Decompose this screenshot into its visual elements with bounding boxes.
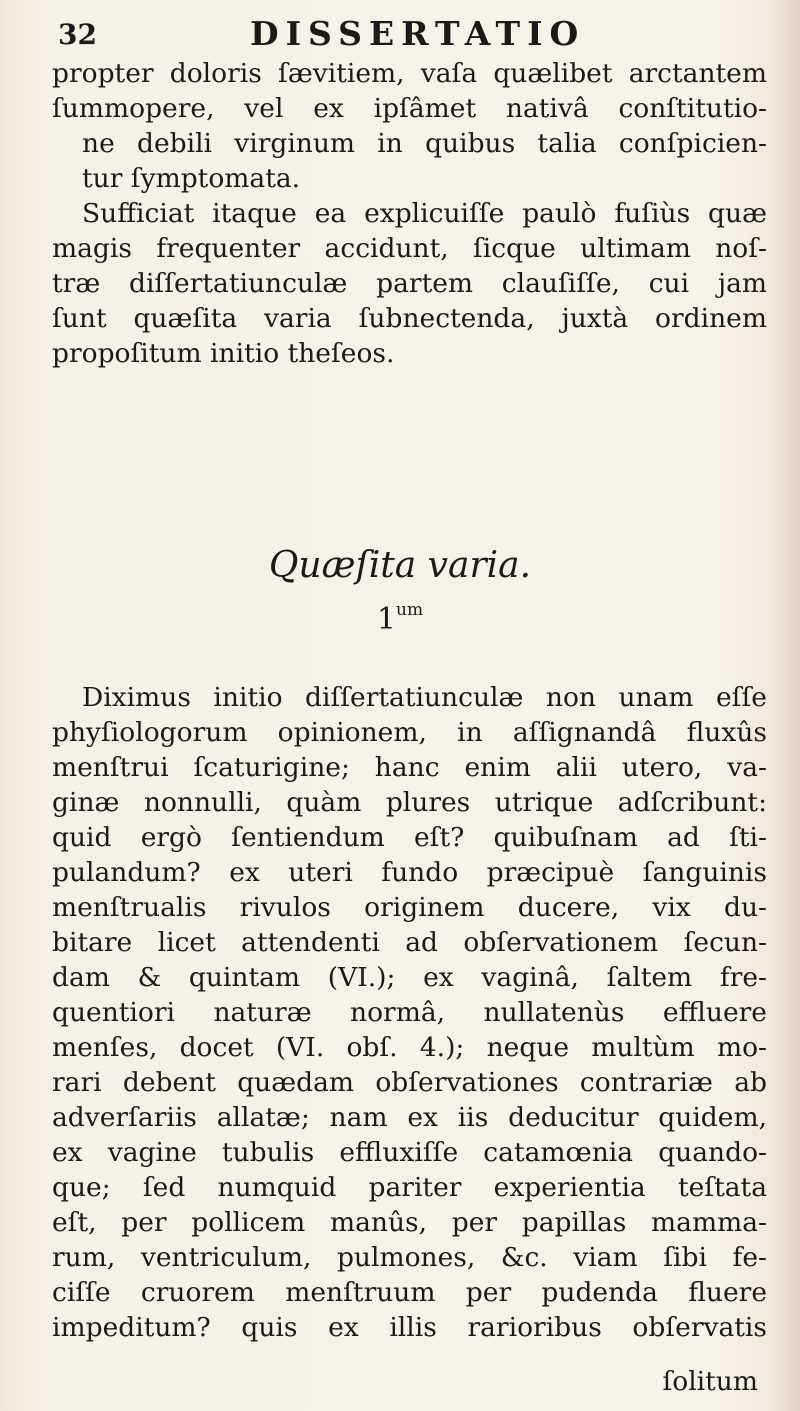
- text-line: Sufficiat itaque ea explicuiſſe paulò fuſiùs quæ: [82, 198, 767, 229]
- text-line: impeditum? quis ex illis rarioribus obſervatis: [52, 1312, 767, 1343]
- page-number: 32: [58, 18, 97, 51]
- text-line: ginæ nonnulli, quàm plures utrique adſcribunt:: [52, 787, 767, 818]
- text-line: propter doloris ſævitiem, vaſa quælibet arctantem: [52, 58, 767, 89]
- text-line: dam & quintam (VI.); ex vaginâ, ſaltem fre-: [52, 962, 767, 993]
- section-number: [0, 600, 800, 637]
- text-line: adverſariis allatæ; nam ex iis deducitur quidem,: [52, 1102, 767, 1133]
- text-line: ne debili virginum in quibus talia conſpicien-: [82, 128, 767, 159]
- text-line: menſes, docet (VI. obſ. 4.); neque multùm mo-: [52, 1032, 767, 1063]
- text-line: phyſiologorum opinionem, in aſſignandâ fluxûs: [52, 717, 767, 748]
- text-line: ex vagine tubulis effluxiſſe catamœnia quando-: [52, 1137, 767, 1168]
- text-line: ſunt quæſita varia ſubnectenda, juxtà ordinem: [52, 303, 767, 334]
- text-line: rum, ventriculum, pulmones, &c. viam ſibi fe-: [52, 1242, 767, 1273]
- section-number-main: 1: [376, 602, 396, 637]
- text-line: rari debent quædam obſervationes contrariæ ab: [52, 1067, 767, 1098]
- paragraph-2: [52, 196, 767, 371]
- section-title: Quæſita varia.: [268, 545, 532, 586]
- section-number-sup: um: [396, 600, 424, 620]
- page-header: [58, 14, 758, 54]
- text-line: que; ſed numquid pariter experientia teſtata: [52, 1172, 767, 1203]
- text-line: ciſſe cruorem menſtruum per pudenda fluere: [52, 1277, 767, 1308]
- page-edge-shadow: [770, 0, 800, 1411]
- text-line: quentiori naturæ normâ, nullatenùs effluere: [52, 997, 767, 1028]
- text-line: menſtrualis rivulos originem ducere, vix du-: [52, 892, 767, 923]
- text-line: tur ſymptomata.: [82, 163, 301, 194]
- text-line: pulandum? ex uteri fundo præcipuè ſanguinis: [52, 857, 767, 888]
- text-line: træ diſſertatiunculæ partem clauſiſſe, cui jam: [52, 268, 767, 299]
- paragraph-3: [52, 680, 767, 1345]
- text-line: Diximus initio diſſertatiunculæ non unam eſſe: [82, 682, 767, 713]
- text-line: ſummopere, vel ex ipſâmet nativâ conſtitutio-: [52, 93, 767, 124]
- running-head: DISSERTATIO: [250, 14, 586, 53]
- text-line: propoſitum initio theſeos.: [52, 338, 395, 369]
- catchword: ſolitum: [662, 1366, 758, 1397]
- text-line: magis frequenter accidunt, ſicque ultimam noſ-: [52, 233, 767, 264]
- text-line: quid ergò ſentiendum eſt? quibuſnam ad ſti-: [52, 822, 767, 853]
- text-line: bitare licet attendenti ad obſervationem ſecun-: [52, 927, 767, 958]
- text-line: menſtrui ſcaturigine; hanc enim alii utero, va-: [52, 752, 767, 783]
- paragraph-1: [52, 56, 767, 196]
- text-line: eſt, per pollicem manûs, per papillas mamma-: [52, 1207, 767, 1238]
